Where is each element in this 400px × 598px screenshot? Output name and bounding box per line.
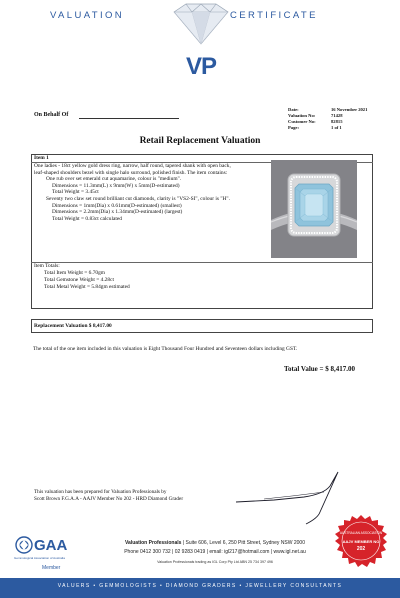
on-behalf-label: On Behalf Of (34, 112, 69, 118)
meta-block (288, 107, 367, 131)
item-total-line: Total Metal Weight = 5.84gm estimated (44, 284, 130, 290)
item-total-line: Total Item Weight = 6.70gm (44, 270, 105, 276)
meta-row-page (288, 125, 367, 131)
item-description-line: Dimensions = 2.2mm(Dia) x 1.34mm(D-estimated) (largest) (52, 209, 183, 216)
total-value: Total Value = $ 8,417.00 (284, 365, 356, 373)
item-total-line: Total Gemstone Weight = 4.28ct (44, 277, 114, 283)
vp-logo: VP (185, 53, 216, 80)
footer-small-print: Valuation Professionals trading as IGL Corp Pty Ltd ABN 25 734 397 496 (157, 560, 273, 564)
meta-value: 71428 (331, 113, 343, 118)
item-heading: Item 1 (34, 155, 49, 161)
prepared-line: Scott Brown F.G.A.A - AAJV Member No 202 - HRD Diamond Grader (34, 496, 184, 502)
meta-label: Page: (288, 125, 299, 130)
item-description-line: One ladies - 18ct yellow gold dress ring, narrow, half round, tapered shank with open back, (34, 163, 231, 169)
footer-band-text: VALUERS • GEMMOLOGISTS • DIAMOND GRADERS • JEWELLERY CONSULTANTS (57, 583, 343, 589)
footer-company: Valuation Professionals (125, 540, 182, 546)
seal-line-text: AAJV MEMBER NO (342, 539, 380, 544)
meta-label: Date: (288, 107, 299, 112)
seal-top-text: AUSTRALIAN ASSOCIATION (339, 531, 383, 535)
replacement-valuation: Replacement Valuation $ 8,417.00 (34, 323, 112, 329)
gaa-member-label: Member (42, 565, 61, 571)
item-description-line: One rub over set emerald cut aquamarine, colour is "medium". (46, 176, 182, 183)
meta-value: 1 of 1 (331, 125, 342, 130)
on-behalf-line (79, 118, 179, 119)
item-description-line: leaf-shaped shoulders bezel with single halo surround, polished finish. The item contains: (34, 169, 228, 176)
footer-contact (100, 540, 330, 564)
item-totals-rule (31, 262, 373, 263)
footer-company-line (100, 540, 330, 546)
header-right-word: CERTIFICATE (230, 10, 318, 21)
gaa-wordmark: GAA (34, 537, 68, 554)
aajv-seal-icon (334, 514, 388, 568)
prepared-by (34, 489, 183, 503)
item-description-line: Dimensions = 11.3mm(L) x 9mm(W) x 5mm(D-estimated) (52, 182, 180, 189)
item-description-line: Total Weight = 3.45ct (52, 189, 99, 196)
meta-label: Valuation No: (288, 113, 316, 118)
meta-value: 82815 (331, 119, 343, 124)
footer-band (0, 578, 400, 598)
item-description-line: Seventy two claw set round brilliant cut diamonds, clarity is "VS2-SI", colour is "H". (46, 196, 230, 202)
footer-address: | Suite 606, Level 6, 250 Pitt Street, Sydney NSW 2000 (181, 540, 305, 546)
item-description-line: Dimensions = 1mm(Dia) x 0.61mm(D-estimated) (smallest) (52, 202, 182, 209)
gaa-subtitle: Gemmological Association of Australia (14, 556, 65, 560)
header-left-word: VALUATION (50, 10, 125, 21)
seal-number-text: 202 (356, 546, 366, 552)
item-totals-heading: Item Totals: (34, 263, 60, 269)
meta-value: 16 November 2021 (331, 107, 368, 112)
item-description-line: Total Weight = 0.83ct calculated (52, 215, 122, 222)
page-title: Retail Replacement Valuation (139, 136, 261, 146)
prepared-line: This valuation has been prepared for Valuation Professionals by (34, 489, 167, 495)
ring-photo (271, 160, 357, 258)
meta-label: Customer No: (288, 119, 316, 124)
total-sentence: The total of the one item included in this valuation is Eight Thousand Four Hundred and Seventeen dollars including GST. (33, 346, 298, 352)
footer-contact-line: Phone 0412 300 732 | 02 9283 0419 | email: igl217@hotmail.com | www.igl.net.au (124, 549, 306, 555)
diamond-logo-icon (166, 2, 236, 46)
